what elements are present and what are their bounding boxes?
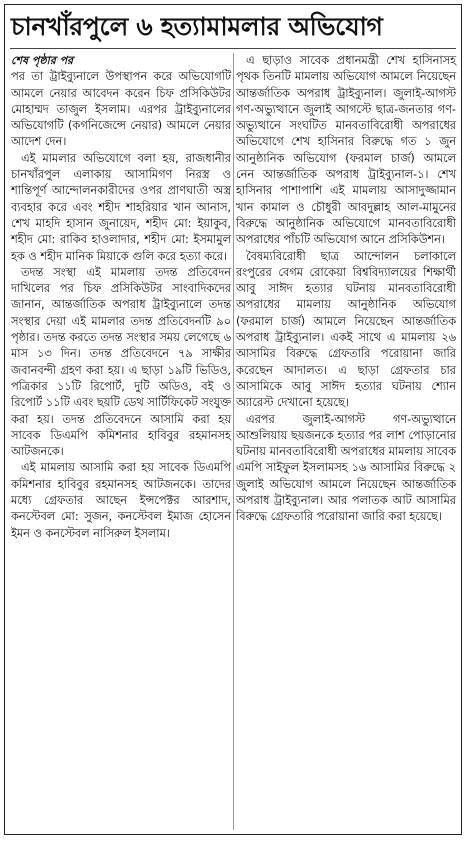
headline-rule [10,48,456,49]
continuation-label: শেষ পৃষ্ঠার পর [11,54,74,67]
article-paragraph: বৈষম্যবিরোধী ছাত্র আন্দোলন চলাকালে রংপুরের বেগম রোকেয়া বিশ্ববিদ্যালয়ের শিক্ষার্থী আবু সাঈদ হত্যার ঘটনায় মানবতাবিরোধী অপরাধের মামলায় আনুষ্ঠানিক অভিযোগ (ফরমাল চার্জ) আমলে নিয়েছেন আন্তর্জাতিক অপরাধ ট্রাইব্যুনাল। একই সাথে এ মামলায় ২৬ আসামির বিরুদ্ধে গ্রেফতারি পরোয়ানা জারি করেছেন আদালত। এ ছাড়া গ্রেফতার চার আসামিকে আবু সাঈদ হত্যার ঘটনায় শ্যোন অ্যারেস্ট দেখানো হয়েছে। [236,249,456,410]
news-clipping [4,4,462,835]
left-column [11,53,231,542]
right-column [236,53,456,526]
column-divider [233,53,234,830]
article-paragraph: পর তা ট্রাইব্যুনালে উপস্থাপন করে অভিযোগটি আমলে নেয়ার আবেদন করেন চিফ প্রসিকিউটর মোহাম্মদ তাজুল ইসলাম। এরপর ট্রাইব্যুনালের অভিযোগটি (কগনিজেন্সে নেয়ার) আমলে নেয়ার আদেশ দেন। [11,70,231,149]
article-paragraph: এই মামলার অভিযোগে বলা হয়, রাজধানীর চানখাঁরপুল এলাকায় আসামিগণ নিরস্ত্র ও শান্তিপূর্ণ আন্দোলনকারীদের ওপর প্রাণঘাতী অস্ত্র ব্যবহার করে এবং শহীদ শাহরিয়ার খান আনাস, শেখ মাহদি হাসান জুনায়েদ, শহীদ মো: ইয়াকুব, শহীদ মো: রাকিব হাওলাদার, শহীদ মো: ইসমামুল হক ও শহীদ মানিক মিয়াকে গুলি করে হত্যা করে। [11,151,231,263]
headline: চানখাঁরপুলে ৬ হত্যামামলার অভিযোগ [11,12,383,41]
article-paragraph: এ ছাড়াও সাবেক প্রধানমন্ত্রী শেখ হাসিনাসহ পৃথক তিনটি মামলায় অভিযোগ আমলে নিয়েছেন আন্তর্জাতিক অপরাধ ট্রাইব্যুনাল। জুলাই-আগস্ট গণ-অভ্যুত্থানে জুলাই আগস্টে ছাত্র-জনতার গণ-অভ্যুত্থানে সংঘটিত মানবতাবিরোধী অপরাধের অভিযোগে শেখ হাসিনার বিরুদ্ধে গত ১ জুন আনুষ্ঠানিক অভিযোগ (ফরমাল চার্জ) আমলে নেন আন্তর্জাতিক অপরাধ ট্রাইব্যুনাল-১। শেখ হাসিনার পাশাপাশি এই মামলায় আসাদুজ্জামান খান কামাল ও চৌধুরী আবদুল্লাহ আল-মামুনের বিরুদ্ধে আনুষ্ঠানিক অভিযোগে মানবতাবিরোধী অপরাধের পাঁচটি অভিযোগ আনে প্রসিকিউশন। [236,54,456,247]
article-paragraph: এরপর জুলাই-আগস্ট গণ-অভ্যুত্থানে আশুলিয়ায় ছয়জনকে হত্যার পর লাশ পোড়ানোর ঘটনায় মানবতাবিরোধী অপরাধের মামলায় সাবেক এমপি সাইফুল ইসলামসহ ১৬ আসামির বিরুদ্ধে ২ জুলাই অভিযোগ আমলে নিয়েছেন আন্তর্জাতিক অপরাধ ট্রাইব্যুনাল। আর পলাতক আট আসামির বিরুদ্ধে গ্রেফতারি পরোয়ানা জারি করা হয়েছে। [236,412,456,524]
article-paragraph: তদন্ত সংস্থা এই মামলায় তদন্ত প্রতিবেদন দাখিলের পর চিফ প্রসিকিউটর সাংবাদিকদের জানান, আন্তর্জাতিক অপরাধ ট্রাইব্যুনালে তদন্ত সংস্থার দেয়া এই মামলার তদন্ত প্রতিবেদনটি ৯০ পৃষ্ঠার। তদন্ত করতে তদন্ত সংস্থার সময় লেগেছে ৬ মাস ১৩ দিন। তদন্ত প্রতিবেদনে ৭৯ সাক্ষীর জবানবন্দী গ্রহণ করা হয়। এ ছাড়া ১৯টি ভিডিও, পত্রিকার ১১টি রিপোর্ট, দুটি অডিও, বই ও রিপোর্ট ১১টি এবং ছয়টি ডেথ সার্টিফিকেট সংযুক্ত করা হয়। তদন্ত প্রতিবেদনে আসামি করা হয় সাবেক ডিএমপি কমিশনার হাবিবুর রহমানসহ আটজনকে। [11,265,231,459]
article-paragraph: এই মামলায় আসামি করা হয় সাবেক ডিএমপি কমিশনার হাবিবুর রহমানসহ আটজনকে। তাদের মধ্যে গ্রেফতার আছেন ইন্সপেক্টর আরশাদ, কনস্টেবল মো: সুজন, কনস্টেবল ইমাজ হোসেন ইমন ও কনস্টেবল নাসিরুল ইসলাম। [11,461,231,540]
